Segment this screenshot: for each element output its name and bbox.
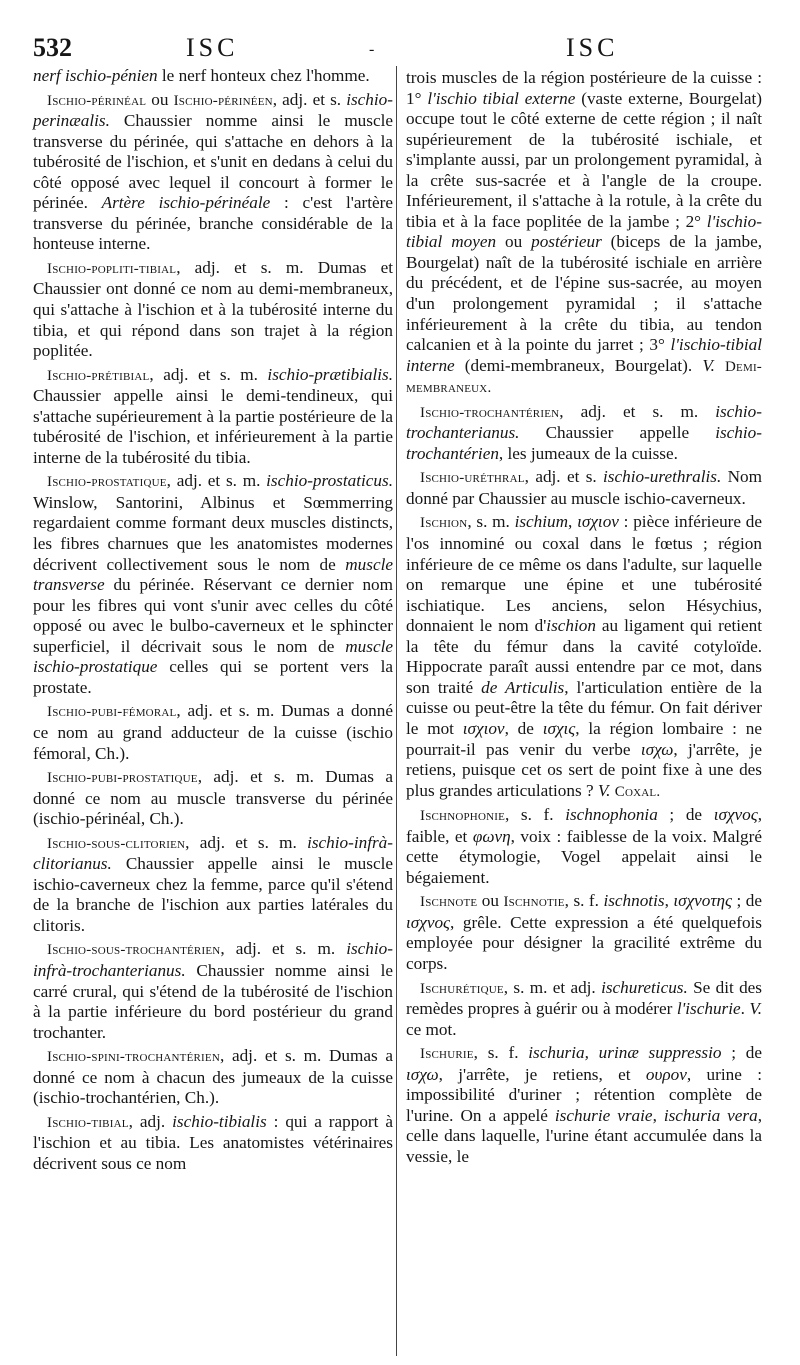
entry-text: , la région lombaire : ne pourrait-il pas venir du verbe [406, 718, 762, 759]
entry-text: : qui a rapport à l'ischion et au tibia. Les anatomistes vétérinaires décrivent sous ce nom [33, 1111, 393, 1173]
entry-text: ; de [732, 891, 763, 911]
italic-text: φωνη [472, 826, 511, 846]
entry-text: ; de [657, 805, 714, 825]
dictionary-entry [406, 805, 762, 888]
entry-headword: Ischio-sous-clitorien [47, 835, 186, 852]
entry-headword: Ischio-périnéal [47, 92, 147, 109]
entry-text: , voix : faiblesse de la voix. Malgré cette étymologie, Vogel appelait ainsi le bégaiement. [406, 826, 763, 887]
italic-text: Artère ischio-périnéale [101, 193, 271, 213]
entry-headword: Ischio-uréthral [420, 470, 525, 487]
italic-text: ischio-infrà-clitorianus. [33, 832, 393, 874]
dictionary-entry [406, 512, 762, 802]
entry-text: , adj. et s. m. [166, 471, 267, 491]
left-column [33, 66, 393, 1177]
entry-text: , adj. [128, 1111, 173, 1131]
italic-text: muscle transverse [33, 554, 393, 595]
dictionary-entry [33, 1112, 393, 1175]
italic-text: postérieur [531, 232, 602, 252]
italic-text: de Articulis [481, 677, 565, 697]
entry-text: , les jumeaux de la cuisse. [498, 443, 678, 463]
entry-text: , adj. et s. m. Dumas et Chaussier ont donné ce nom au demi-membraneux, qui s'attache à l'ischion et à la tubérosité interne du tibia, et qui répond dans son trajet à la région poplitée. [33, 257, 393, 361]
entry-headword: Ischio-prétibial [47, 367, 150, 384]
entry-text: , l'articulation entière de la cuisse ou peut-être la tête du fémur. On fait dériver le mot [406, 677, 762, 738]
entry-text: , adj. et s. m. [149, 364, 268, 384]
entry-text: , adj. et s. [272, 89, 347, 109]
entry-text: Winslow, Santorini, Albinus et Sœmmerring regardaient comme formant deux muscles distincts, les fibres charnues que les anatomistes modernes décrivent collectivement sous le nom de [33, 492, 393, 574]
entry-text: (demi-membraneux, Bourgelat). [454, 355, 703, 375]
italic-text: ischium [514, 512, 569, 532]
column-divider [396, 66, 397, 1356]
header-divider: - [369, 41, 375, 58]
entry-text: Chaussier nomme ainsi le carré crural, qui s'étend de la tubérosité de l'ischion à la partie inférieure du bord postérieur du grand trochanter. [33, 960, 393, 1042]
entry-text: , s. f. [505, 805, 566, 825]
italic-text: ισχιον [462, 718, 505, 738]
italic-text: ischio-perinæalis. [33, 89, 393, 131]
entry-text: , adj. et s. [524, 467, 604, 487]
italic-text: nerf ischio-pénien [33, 66, 158, 85]
italic-text: ischio-tibialis [172, 1111, 267, 1131]
italic-text: ischio-prostaticus. [266, 471, 393, 491]
entry-headword: Ischio-trochantérien [420, 404, 560, 421]
entry-text: , s. f. [564, 891, 604, 911]
entry-text: , j'arrête, je retiens, et [438, 1064, 646, 1084]
dictionary-entry [406, 1043, 762, 1167]
dictionary-entry [33, 66, 393, 87]
entry-text: (vaste externe, Bourgelat) occupe tout le côté externe de cette région ; il naît supérieurement de la tubérosité ischiale, et s'implante aussi, par un prolongement pyramidal, à la crête sus-sacrée et à l'angle de la croupe. Inférieurement, il s'attache à la rotule, à la crête du tibia et à la face poplitée de la jambe ; 2° [406, 88, 762, 231]
entry-text: celles qui se portent vers la prostate. [33, 657, 393, 697]
italic-text: ισχις [542, 718, 576, 738]
entry-text: , faible, et [406, 805, 762, 846]
italic-text: l'ischurie [676, 999, 741, 1019]
italic-text: ισχνος [713, 805, 758, 825]
entry-text: , s. f. [473, 1043, 529, 1063]
dictionary-entry [33, 701, 393, 764]
entry-headword: Coxal. [614, 783, 661, 800]
italic-text: ischnophonia [565, 805, 658, 825]
italic-text: ischio-trochantérien [406, 423, 762, 463]
dictionary-entry [33, 90, 393, 255]
entry-headword: Ischio-tibial [47, 1114, 129, 1131]
italic-text: V. [702, 355, 715, 375]
italic-text: ισχνος [406, 912, 451, 932]
entry-headword: Ischurétique [420, 980, 504, 997]
entry-headword: Ischnophonie [420, 808, 506, 825]
italic-text: ischureticus. [601, 977, 688, 997]
running-head-left: ISC [186, 33, 239, 62]
entry-headword: Ischnotie [503, 894, 565, 911]
running-head-right: ISC [566, 33, 619, 62]
italic-text: ischio-urethralis. [603, 467, 722, 487]
entry-text: Nom donné par Chaussier au muscle ischio-caverneux. [406, 467, 762, 508]
entry-headword: Ischion [420, 515, 468, 532]
entry-text: . [740, 999, 750, 1019]
page-number: 532 [33, 33, 72, 62]
entry-headword: Ischnote [420, 894, 478, 911]
dictionary-entry [33, 365, 393, 469]
italic-text: ischnotis [603, 891, 665, 911]
italic-text: muscle ischio-prostatique [33, 636, 393, 677]
entry-text: ; de [721, 1043, 762, 1063]
italic-text: V. [749, 999, 762, 1019]
entry-text: , grêle. Cette expression a été quelquefois employée pour désigner la gracilité extrême du corps. [406, 912, 762, 973]
entry-headword: Ischio-périnéen [173, 92, 273, 109]
italic-text: ισχιον [577, 512, 619, 532]
italic-text: ischuria vera [663, 1105, 758, 1125]
dictionary-entry [33, 939, 393, 1043]
entry-text [715, 356, 725, 375]
entry-text: Chaussier appelle ainsi le muscle ischio-caverneux chez la femme, parce qu'il s'étend de la branche de l'ischion aux parties latérales du clitoris. [33, 854, 393, 935]
entry-text: , adj. et s. m. Dumas a donné ce nom au grand adducteur de la cuisse (ischio fémoral, Ch.). [33, 701, 393, 763]
entry-text: , adj. et s. m. [185, 832, 308, 852]
dictionary-entry [33, 767, 393, 830]
italic-text: ischio-trochanterianus. [406, 401, 762, 443]
entry-text: du périnée. Réservant ce dernier nom pour les fibres qui vont s'unir avec celles du côté opposé ou avec le bulbo-caverneux et le sphincter superficiel, il décrivait sous le nom de [33, 575, 393, 656]
italic-text: ischuria, urinæ suppressio [528, 1043, 722, 1063]
dictionary-entry [406, 978, 762, 1041]
dictionary-entry [33, 1046, 393, 1109]
entry-headword: Ischurie [420, 1046, 474, 1063]
entry-text: , adj. et s. m. Dumas a donné ce nom à chacun des jumeaux de la cuisse (ischio-trochantérien, Ch.). [33, 1046, 393, 1108]
entry-headword: Ischio-spini-trochantérien [47, 1049, 220, 1066]
entry-text: : pièce inférieure de l'os innominé ou coxal dans le fœtus ; région inférieure de ce même os dans l'adulte, sur laquelle on remarque une épine et une tubérosité ischiatique. Les anciens, selon Hésychius, donnaient le nom d' [406, 512, 762, 636]
entry-text: ou [146, 89, 174, 109]
entry-text: ce mot. [406, 1019, 457, 1039]
dictionary-entry [406, 467, 762, 509]
italic-text: V. [597, 780, 611, 800]
entry-text: , j'arrête, je retiens, puisque cet os sert de point fixe à une des plus grandes articulations ? [406, 739, 763, 800]
entry-headword: Ischio-popliti-tibial [47, 260, 177, 277]
italic-text: ισχνοτης [673, 891, 733, 911]
entry-text: Chaussier appelle [519, 423, 716, 443]
italic-text: l'ischio-tibial interne [406, 335, 762, 375]
entry-text: Chaussier nomme ainsi le muscle transverse du périnée, qui s'attache en dehors à la tubérosité de l'ischion, et s'unit en dedans à celui du côté opposé avec lequel il concourt à former le périnée. [33, 111, 393, 213]
dictionary-entry [406, 402, 762, 465]
dictionary-entry [33, 833, 393, 937]
entry-headword: Ischio-prostatique [47, 474, 167, 491]
entry-text: , [568, 512, 578, 532]
dictionary-entry [406, 68, 762, 399]
entry-text: : c'est l'artère transverse du périnée, branche considérable de la honteuse interne. [33, 193, 393, 254]
entry-headword: Ischio-sous-trochantérien [47, 942, 221, 959]
entry-headword: Demi-membraneux. [406, 358, 763, 397]
entry-text: , [664, 891, 674, 911]
italic-text: l'ischio tibial externe [427, 88, 576, 108]
right-column [406, 68, 762, 1170]
italic-text: ischurie vraie [554, 1105, 653, 1125]
entry-text: , urine : impossibilité d'uriner ; rétention complète de l'urine. On a appelé [406, 1064, 762, 1125]
entry-text: , s. m. et adj. [503, 977, 602, 997]
entry-text: au ligament qui retient la tête du fémur dans la cavité cotyloïde. Hippocrate paraît aussi entendre par ce mot, dans son traité [406, 616, 762, 697]
entry-text: , de [504, 718, 543, 738]
entry-text: , celle dans laquelle, l'urine étant accumulée dans la vessie, le [406, 1105, 762, 1166]
entry-text: , [652, 1105, 664, 1125]
italic-text: ischio-prætibialis. [267, 364, 393, 384]
italic-text: ουρον [645, 1064, 687, 1084]
entry-text: , s. m. [467, 512, 515, 532]
italic-text: ischio-infrà-trochanterianus. [33, 939, 393, 980]
italic-text: ισχω [406, 1064, 439, 1084]
entry-headword: Ischio-pubi-fémoral [47, 704, 177, 721]
entry-headword: Ischio-pubi-prostatique [47, 770, 198, 787]
entry-text: trois muscles de la région postérieure de la cuisse : 1° [406, 68, 762, 108]
dictionary-entry [406, 891, 762, 974]
entry-text: (biceps de la jambe, Bourgelat) naît de la tubérosité ischiale en arrière du précédent, et de l'épine sus-sacrée, au moyen d'un prolongement pyramidal ; il s'attache inférieurement à la crête du tibia, au tendon calcanien et à la pointe du jarret ; 3° [406, 232, 762, 355]
italic-text: ischion [546, 616, 596, 636]
entry-text: le nerf honteux chez l'homme. [157, 66, 370, 85]
entry-text: ou [477, 891, 504, 911]
italic-text: ισχω [640, 739, 674, 759]
entry-text: Se dit des remèdes propres à guérir ou à modérer [406, 977, 762, 1019]
entry-text: , adj. et s. m. [559, 401, 716, 421]
entry-text: Chaussier appelle ainsi le demi-tendineux, qui s'attache supérieurement à la partie postérieure de la tubérosité de l'ischion, et inférieurement à la partie interne de la tubérosité du tibia. [33, 386, 393, 467]
dictionary-entry [33, 471, 393, 698]
entry-text: , adj. et s. m. [220, 939, 347, 959]
italic-text: l'ischio-tibial moyen [406, 211, 762, 252]
dictionary-entry [33, 258, 393, 362]
entry-text: ou [496, 232, 532, 252]
entry-text: , adj. et s. m. Dumas a donné ce nom au muscle transverse du périnée (ischio-périnéal, Ch.). [33, 767, 393, 829]
